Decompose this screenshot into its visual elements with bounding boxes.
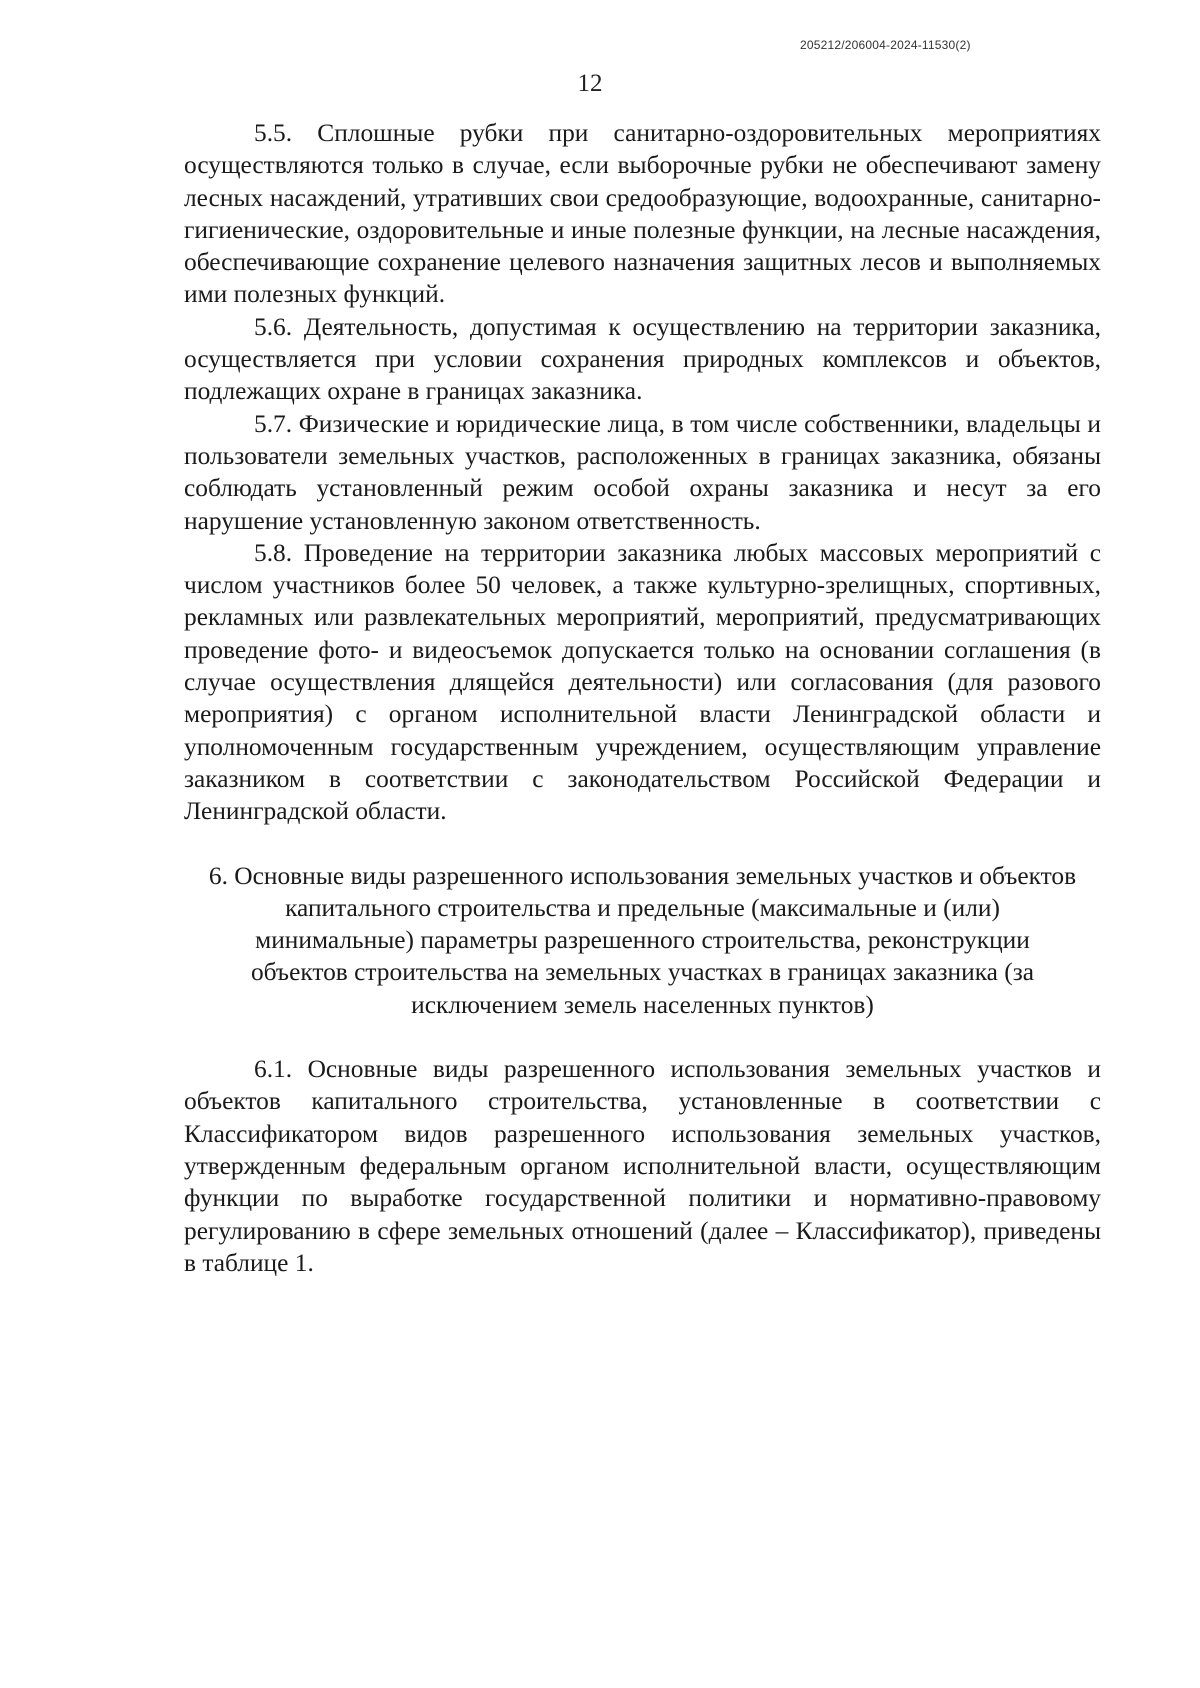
- paragraph-5-6: 5.6. Деятельность, допустимая к осуществлению на территории заказника, осуществляется при условии сохранения природных комплексов и объектов, подлежащих охране в границах заказника.: [184, 312, 1101, 406]
- section-6-heading: 6. Основные виды разрешенного использования земельных участков и объектов капитального строительства и предельные (максимальные и (или) минимальные) параметры разрешенного строительства, реконструкции объектов строительства на земельных участках в границах заказника (за исключением земель населенных пунктов): [208, 861, 1077, 1019]
- page-number: 12: [577, 70, 603, 97]
- paragraph-5-7: 5.7. Физические и юридические лица, в том числе собственники, владельцы и пользователи земельных участков, расположенных в границах заказника, обязаны соблюдать установленный режим особой охраны заказника и несут за его нарушение установленную законом ответственность.: [184, 409, 1101, 535]
- document-body: [184, 117, 1101, 1279]
- document-id: 205212/206004-2024-11530(2): [800, 38, 971, 52]
- paragraph-5-8: 5.8. Проведение на территории заказника любых массовых мероприятий с числом участников более 50 человек, а также культурно-зрелищных, спортивных, рекламных или развлекательных мероприятий, мероприятий, предусматривающих проведение фото- и видеосъемок допускается только на основании соглашения (в случае осуществления длящейся деятельности) или согласования (для разового мероприятия) с органом исполнительной власти Ленинградской области и уполномоченным государственным учреждением, осуществляющим управление заказником в соответствии с законодательством Российской Федерации и Ленинградской области.: [184, 538, 1101, 826]
- paragraph-6-1: 6.1. Основные виды разрешенного использования земельных участков и объектов капитального строительства, установленные в соответствии с Классификатором видов разрешенного использования земельных участков, утвержденным федеральным органом исполнительной власти, осуществляющим функции по выработке государственной политики и нормативно-правовому регулированию в сфере земельных отношений (далее – Классификатор), приведены в таблице 1.: [184, 1055, 1101, 1277]
- paragraph-5-5: 5.5. Сплошные рубки при санитарно-оздоровительных мероприятиях осуществляются только в случае, если выборочные рубки не обеспечивают замену лесных насаждений, утративших свои средообразующие, водоохранные, санитарно-гигиенические, оздоровительные и иные полезные функции, на лесные насаждения, обеспечивающие сохранение целевого назначения защитных лесов и выполняемых ими полезных функций.: [184, 119, 1101, 309]
